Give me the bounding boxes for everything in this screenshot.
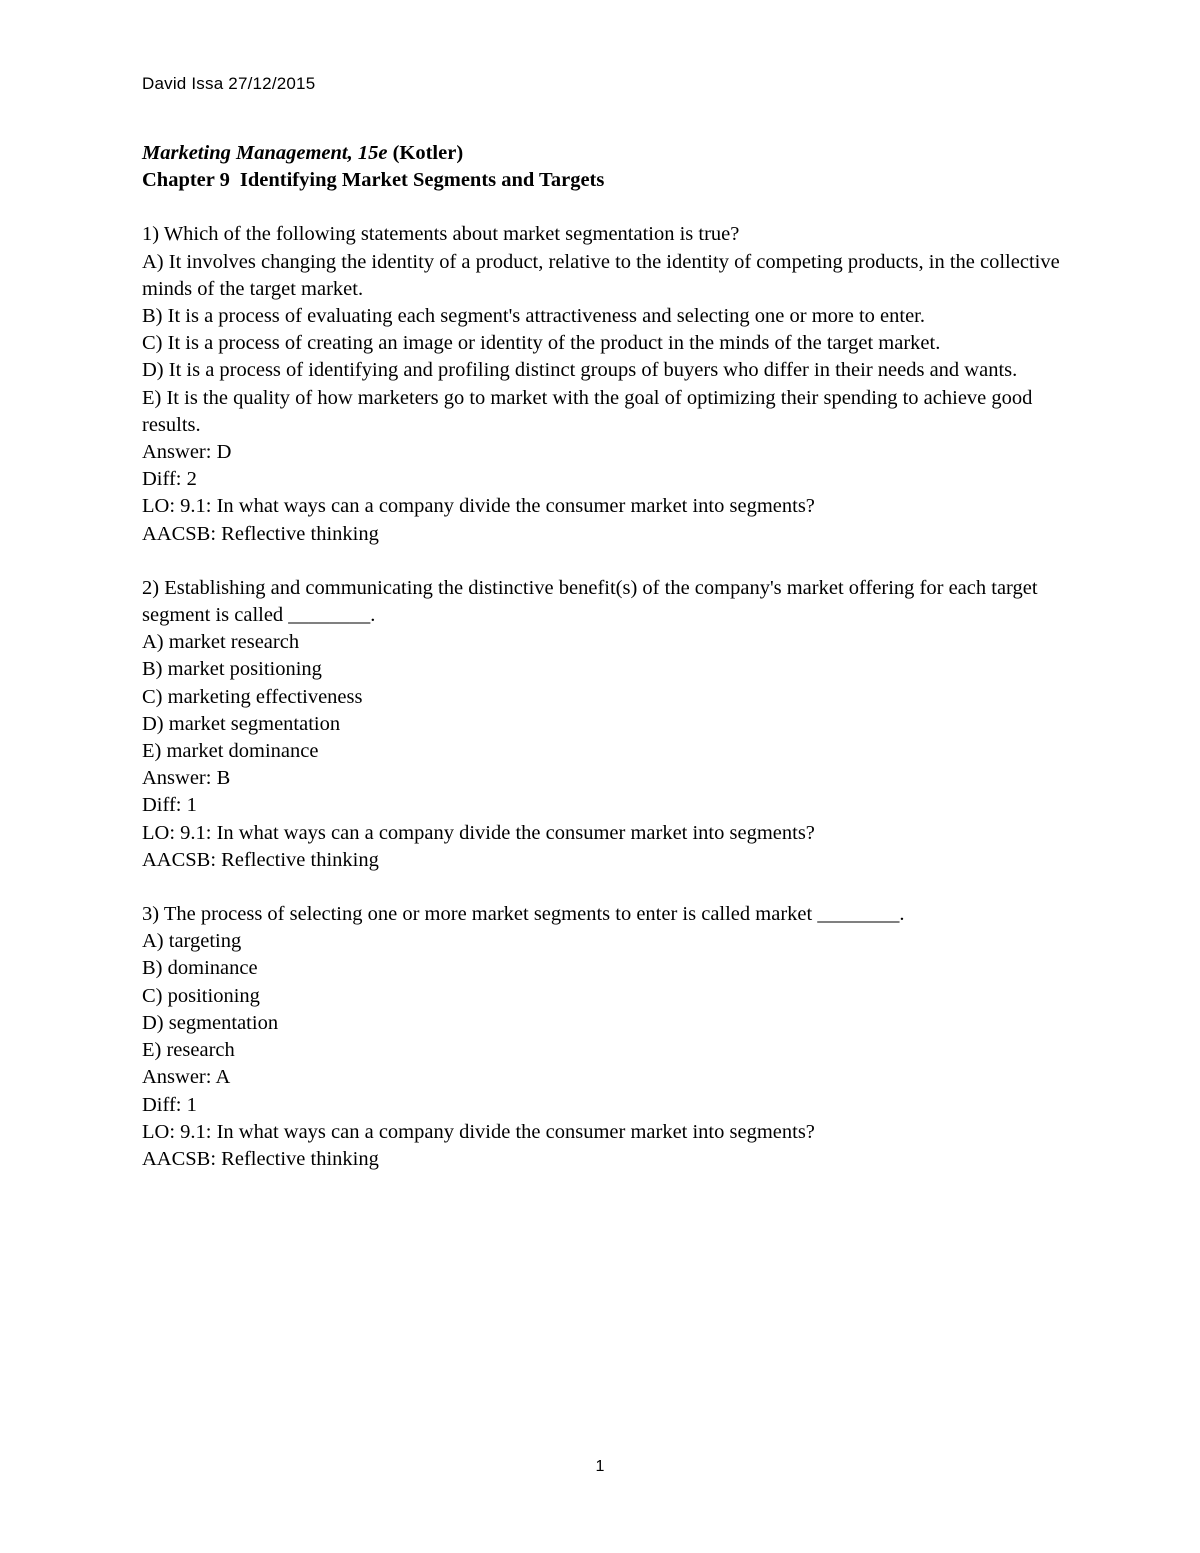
question-1 (142, 221, 1072, 547)
aacsb: AACSB: Reflective thinking (142, 1147, 379, 1170)
difficulty: Diff: 1 (142, 1093, 197, 1116)
question-3 (142, 901, 1072, 1173)
chapter-number: Chapter 9 (142, 169, 230, 192)
option-d: D) segmentation (142, 1011, 279, 1034)
option-b: B) dominance (142, 957, 258, 980)
chapter-heading (142, 167, 1072, 194)
option-c: C) It is a process of creating an image or identity of the product in the minds of the target market. (142, 332, 941, 355)
option-c: C) positioning (142, 984, 260, 1007)
option-b: B) It is a process of evaluating each segment's attractiveness and selecting one or more to enter. (142, 305, 925, 328)
option-b: B) market positioning (142, 658, 322, 681)
option-a: A) It involves changing the identity of a product, relative to the identity of competing products, in the collective minds of the target market. (142, 250, 1060, 300)
question-stem: 2) Establishing and communicating the distinctive benefit(s) of the company's market offering for each target segment is called ________. (142, 576, 1038, 627)
option-e: E) market dominance (142, 740, 319, 763)
option-a: A) targeting (142, 930, 242, 953)
question-stem: 3) The process of selecting one or more market segments to enter is called market ________. (142, 903, 905, 926)
option-a: A) market research (142, 631, 300, 654)
option-d: D) It is a process of identifying and profiling distinct groups of buyers who differ in their needs and wants. (142, 359, 1018, 382)
option-e: E) It is the quality of how marketers go to market with the goal of optimizing their spending to achieve good results. (142, 386, 1033, 436)
chapter-name: Identifying Market Segments and Targets (239, 169, 605, 192)
page-number: 1 (595, 1458, 605, 1475)
difficulty: Diff: 2 (142, 468, 197, 491)
book-title-italic: Marketing Management, 15e (142, 142, 388, 164)
option-c: C) marketing effectiveness (142, 685, 363, 708)
option-d: D) market segmentation (142, 712, 341, 735)
difficulty: Diff: 1 (142, 794, 197, 817)
book-author: (Kotler) (392, 142, 464, 164)
answer: Answer: B (142, 767, 231, 790)
learning-objective: LO: 9.1: In what ways can a company divide the consumer market into segments? (142, 821, 815, 844)
answer: Answer: D (142, 441, 232, 464)
option-e: E) research (142, 1039, 235, 1062)
answer: Answer: A (142, 1066, 231, 1089)
question-stem: 1) Which of the following statements about market segmentation is true? (142, 223, 740, 246)
learning-objective: LO: 9.1: In what ways can a company divide the consumer market into segments? (142, 495, 815, 518)
book-title (142, 140, 1072, 167)
page-header: David Issa 27/12/2015 (142, 74, 316, 93)
question-2 (142, 575, 1072, 874)
document-body (142, 140, 1072, 1173)
aacsb: AACSB: Reflective thinking (142, 848, 379, 871)
aacsb: AACSB: Reflective thinking (142, 522, 379, 545)
learning-objective: LO: 9.1: In what ways can a company divide the consumer market into segments? (142, 1120, 815, 1143)
